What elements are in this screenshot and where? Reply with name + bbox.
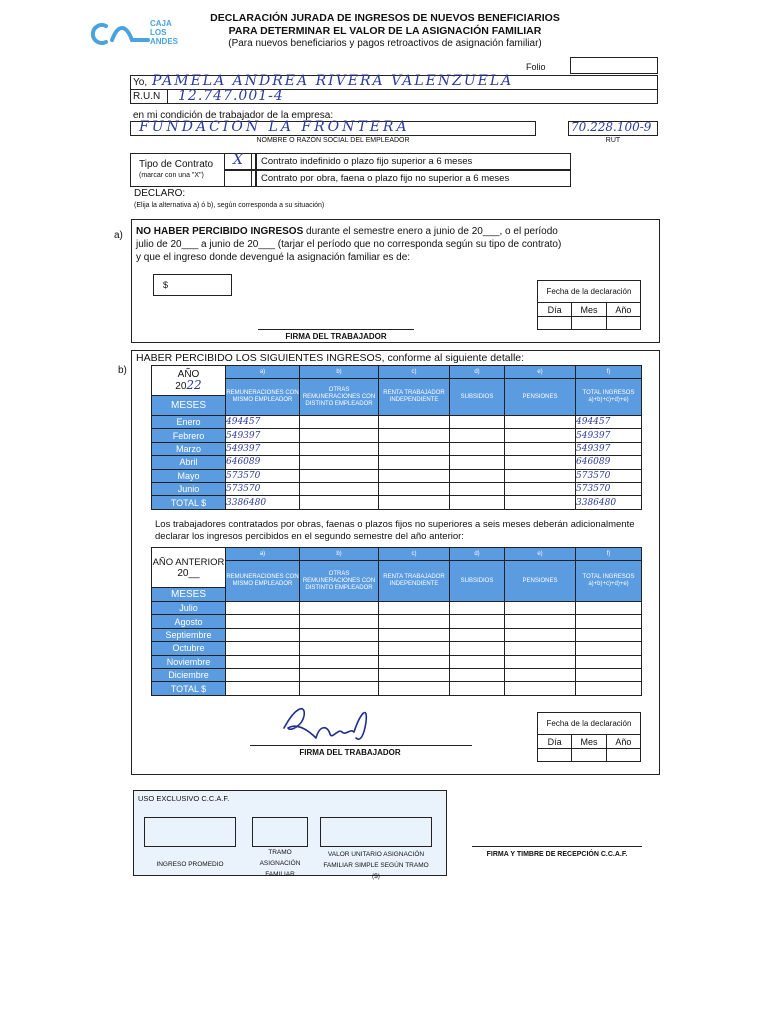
table-row <box>152 496 642 509</box>
income-cell-d[interactable] <box>450 615 505 628</box>
title-line-1: DECLARACIÓN JURADA DE INGRESOS DE NUEVOS BENEFICIARIOS <box>210 12 560 24</box>
income-cell-b[interactable] <box>300 456 379 469</box>
month-label: Octubre <box>152 642 226 655</box>
month-label: Enero <box>152 416 226 429</box>
income-cell-d[interactable] <box>450 429 505 442</box>
income-cell-e[interactable] <box>505 602 576 615</box>
rut-value: 70.228.100-9 <box>571 120 652 134</box>
income-cell-c[interactable] <box>379 628 450 641</box>
income-cell-f[interactable]: 549397 <box>576 429 642 442</box>
income-cell-e[interactable] <box>505 655 576 668</box>
income-cell-c[interactable] <box>379 442 450 455</box>
col2-letter-e: e) <box>505 548 576 561</box>
income-cell-a[interactable]: 573570 <box>226 469 300 482</box>
ano-value[interactable]: 22 <box>186 378 202 392</box>
income-cell-d[interactable] <box>450 496 505 509</box>
col2-letter-d: d) <box>450 548 505 561</box>
table-row <box>152 456 642 469</box>
income-cell-a[interactable] <box>226 602 300 615</box>
col-letter-e: e) <box>505 366 576 379</box>
income-cell-f[interactable] <box>576 655 642 668</box>
income-cell-f[interactable]: 573570 <box>576 482 642 495</box>
caja-los-andes-logo-icon <box>88 20 150 46</box>
firma-line-a <box>258 329 414 330</box>
income-cell-f[interactable] <box>576 668 642 681</box>
income-cell-e[interactable] <box>505 482 576 495</box>
income-cell-e[interactable] <box>505 642 576 655</box>
income-cell-e[interactable] <box>505 496 576 509</box>
col-letter-f: f) <box>576 366 642 379</box>
income-cell-b[interactable] <box>300 615 379 628</box>
dia-field-a[interactable] <box>538 317 572 330</box>
col-header-e: PENSIONES <box>505 379 576 416</box>
income-cell-c[interactable] <box>379 469 450 482</box>
month-label: Febrero <box>152 429 226 442</box>
ano-field-b[interactable] <box>606 749 640 762</box>
month-label: Julio <box>152 602 226 615</box>
col-header-b: OTRAS REMUNERACIONES CON DISTINTO EMPLEADOR <box>300 379 379 416</box>
tramo-label: TRAMO ASIGNACIÓN FAMILIAR <box>259 849 301 878</box>
col-header-c: RENTA TRABAJADOR INDEPENDIENTE <box>379 379 450 416</box>
income-cell-f[interactable] <box>576 642 642 655</box>
folio-label: Folio <box>526 62 546 72</box>
income-cell-d[interactable] <box>450 642 505 655</box>
section-a-text: NO HABER PERCIBIDO INGRESOS durante el semestre enero a junio de 20___, o el período julio de 20___ a junio de 20___ (tarjar el período que no corresponda según su tipo de contrato) y que el ingreso donde devengué la asignación familiar es de: <box>136 226 562 263</box>
contrato-label: Tipo de Contrato <box>139 159 214 170</box>
logo-line-2: LOS <box>150 28 167 37</box>
section-b-heading: HABER PERCIBIDO LOS SIGUIENTES INGRESOS, conforme al siguiente detalle: <box>136 352 525 364</box>
col-letter-d: d) <box>450 366 505 379</box>
income-cell-f[interactable] <box>576 615 642 628</box>
income-cell-a[interactable] <box>226 628 300 641</box>
ano-header: AÑO 2022 <box>152 366 226 396</box>
income-cell-d[interactable] <box>450 668 505 681</box>
table-row <box>152 429 642 442</box>
col-letter-c: c) <box>379 366 450 379</box>
income-cell-a[interactable] <box>226 615 300 628</box>
income-cell-e[interactable] <box>505 682 576 695</box>
income-cell-c[interactable] <box>379 602 450 615</box>
income-cell-e[interactable] <box>505 668 576 681</box>
col2-letter-a: a) <box>226 548 300 561</box>
income-cell-d[interactable] <box>450 682 505 695</box>
col2-header-b: OTRAS REMUNERACIONES CON DISTINTO EMPLEADOR <box>300 561 379 602</box>
dia-label-a: Día <box>538 303 572 317</box>
col-letter-a: a) <box>226 366 300 379</box>
income-cell-c[interactable] <box>379 655 450 668</box>
ingreso-promedio-field[interactable] <box>144 817 236 847</box>
month-label: Mayo <box>152 469 226 482</box>
col2-letter-f: f) <box>576 548 642 561</box>
month-label: Noviembre <box>152 655 226 668</box>
title-line-2: PARA DETERMINAR EL VALOR DE LA ASIGNACIÓN FAMILIAR <box>228 25 542 37</box>
income-cell-d[interactable] <box>450 482 505 495</box>
col-header-f: TOTAL INGRESOS a)+b)+c)+d)+e) <box>576 379 642 416</box>
contrato-option-2: Contrato por obra, faena o plazo fijo no superior a 6 meses <box>256 170 571 187</box>
income-cell-e[interactable] <box>505 615 576 628</box>
subtitle: (Para nuevos beneficiarios y pagos retroactivos de asignación familiar) <box>228 38 542 49</box>
fecha-table-a <box>537 280 641 330</box>
mes-label-a: Mes <box>572 303 606 317</box>
col2-header-e: PENSIONES <box>505 561 576 602</box>
valor-unitario-field[interactable] <box>320 817 432 847</box>
firma-timbre-label: FIRMA Y TIMBRE DE RECEPCIÓN C.C.A.F. <box>486 851 628 858</box>
income-cell-a[interactable] <box>226 682 300 695</box>
income-cell-e[interactable] <box>505 456 576 469</box>
income-cell-e[interactable] <box>505 442 576 455</box>
table-row <box>152 602 642 615</box>
income-cell-b[interactable] <box>300 602 379 615</box>
worker-name-field[interactable]: PAMELA ANDREA RIVERA VALENZUELA <box>152 73 514 89</box>
mes-field-a[interactable] <box>572 317 606 330</box>
income-cell-b[interactable] <box>300 442 379 455</box>
col2-header-f: TOTAL INGRESOS a)+b)+c)+d)+e) <box>576 561 642 602</box>
income-cell-d[interactable] <box>450 602 505 615</box>
income-cell-b[interactable] <box>300 469 379 482</box>
rut-label: RUT <box>605 137 621 144</box>
income-cell-a[interactable] <box>226 668 300 681</box>
table-row <box>152 416 642 429</box>
income-cell-e[interactable] <box>505 416 576 429</box>
income-cell-e[interactable] <box>505 628 576 641</box>
income-cell-c[interactable] <box>379 482 450 495</box>
income-cell-a[interactable] <box>226 642 300 655</box>
table-row <box>152 615 642 628</box>
dia-field-b[interactable] <box>538 749 572 762</box>
income-cell-a[interactable]: 646089 <box>226 456 300 469</box>
month-label: Diciembre <box>152 668 226 681</box>
month-label: TOTAL $ <box>152 682 226 695</box>
ccaf-box <box>133 790 447 880</box>
table-row <box>152 668 642 681</box>
logo-line-3: ANDES <box>150 37 179 46</box>
section-b-note: Los trabajadores contratados por obras, faenas o plazos fijos no superiores a seis meses deberán adicionalmente declarar los ingresos percibidos en el segundo semestre del año anterior: <box>155 519 635 542</box>
income-cell-b[interactable] <box>300 655 379 668</box>
logo-line-1: CAJA <box>150 19 172 28</box>
income-cell-a[interactable] <box>226 655 300 668</box>
income-cell-a[interactable]: 549397 <box>226 442 300 455</box>
ano-anterior-header: AÑO ANTERIOR 20__ <box>152 548 226 588</box>
income-table-current <box>151 365 642 510</box>
mes-field-b[interactable] <box>572 749 606 762</box>
section-a-letter: a) <box>114 230 123 241</box>
month-label: Marzo <box>152 442 226 455</box>
income-cell-f[interactable]: 646089 <box>576 456 642 469</box>
income-cell-c[interactable] <box>379 642 450 655</box>
ano-field-a[interactable] <box>606 317 640 330</box>
income-table-previous <box>151 547 642 696</box>
ano-label-a: Año <box>606 303 640 317</box>
contrato-mark: X <box>233 152 243 168</box>
income-cell-a[interactable]: 573570 <box>226 482 300 495</box>
table-row <box>152 642 642 655</box>
income-cell-d[interactable] <box>450 655 505 668</box>
income-cell-c[interactable] <box>379 456 450 469</box>
income-cell-b[interactable] <box>300 642 379 655</box>
income-cell-c[interactable] <box>379 615 450 628</box>
income-cell-f[interactable]: 573570 <box>576 469 642 482</box>
empresa-caption: NOMBRE O RAZÓN SOCIAL DEL EMPLEADOR <box>256 137 410 144</box>
income-cell-a[interactable]: 494457 <box>226 416 300 429</box>
income-cell-c[interactable] <box>379 496 450 509</box>
income-cell-d[interactable] <box>450 456 505 469</box>
ccaf-title: USO EXCLUSIVO C.C.A.F. <box>138 794 230 803</box>
empresa-value: FUNDACION LA FRONTERA <box>139 119 410 135</box>
income-cell-f[interactable] <box>576 628 642 641</box>
table-row <box>152 442 642 455</box>
col-header-a: REMUNERACIONES CON MISMO EMPLEADOR <box>226 379 300 416</box>
contrato-hint: (marcar con una "X") <box>139 172 204 179</box>
income-cell-f[interactable]: 3386480 <box>576 496 642 509</box>
ingreso-promedio-label: INGRESO PROMEDIO <box>156 861 224 868</box>
income-cell-d[interactable] <box>450 628 505 641</box>
table-row <box>152 482 642 495</box>
month-label: Abril <box>152 456 226 469</box>
col2-header-d: SUBSIDIOS <box>450 561 505 602</box>
firma-label-a: FIRMA DEL TRABAJADOR <box>285 332 387 341</box>
rut-field[interactable] <box>568 121 658 136</box>
run-label: R.U.N <box>133 91 161 102</box>
income-cell-b[interactable] <box>300 682 379 695</box>
income-cell-f[interactable] <box>576 602 642 615</box>
condicion-text: en mi condición de trabajador de la empresa: <box>133 110 334 121</box>
run-field[interactable]: 12.747.001-4 <box>178 88 284 104</box>
month-label: Agosto <box>152 615 226 628</box>
income-cell-d[interactable] <box>450 416 505 429</box>
income-cell-e[interactable] <box>505 429 576 442</box>
fecha-label-a: Fecha de la declaración <box>538 281 641 303</box>
declaro-label: DECLARO: <box>134 188 186 199</box>
table-row <box>152 682 642 695</box>
income-cell-d[interactable] <box>450 442 505 455</box>
table-row <box>152 469 642 482</box>
col2-letter-b: b) <box>300 548 379 561</box>
month-label: Junio <box>152 482 226 495</box>
firma-timbre-line <box>472 846 642 847</box>
ano-label-b: Año <box>606 735 640 749</box>
yo-label: Yo, <box>133 77 148 88</box>
income-cell-b[interactable] <box>300 668 379 681</box>
income-cell-f[interactable] <box>576 682 642 695</box>
table-row <box>152 628 642 641</box>
firma-line-b <box>250 745 472 746</box>
income-cell-f[interactable]: 494457 <box>576 416 642 429</box>
fecha-label-b: Fecha de la declaración <box>538 713 641 735</box>
table-row <box>152 655 642 668</box>
firma-label-b: FIRMA DEL TRABAJADOR <box>299 748 401 757</box>
col2-letter-c: c) <box>379 548 450 561</box>
income-cell-a[interactable]: 3386480 <box>226 496 300 509</box>
income-cell-a[interactable]: 549397 <box>226 429 300 442</box>
income-cell-b[interactable] <box>300 429 379 442</box>
empresa-field[interactable] <box>130 121 536 136</box>
col-header-d: SUBSIDIOS <box>450 379 505 416</box>
fecha-table-b <box>537 712 641 762</box>
income-cell-f[interactable]: 549397 <box>576 442 642 455</box>
contrato-option-2-checkbox[interactable] <box>224 170 256 187</box>
section-b-letter: b) <box>118 365 127 376</box>
income-cell-c[interactable] <box>379 668 450 681</box>
income-cell-c[interactable] <box>379 429 450 442</box>
income-cell-b[interactable] <box>300 416 379 429</box>
income-cell-d[interactable] <box>450 469 505 482</box>
dia-label-b: Día <box>538 735 572 749</box>
col2-header-c: RENTA TRABAJADOR INDEPENDIENTE <box>379 561 450 602</box>
meses-header: MESES <box>152 396 226 416</box>
contrato-option-1: Contrato indefinido o plazo fijo superior a 6 meses <box>256 153 571 170</box>
meses-header-2: MESES <box>152 588 226 602</box>
month-label: Septiembre <box>152 628 226 641</box>
income-cell-b[interactable] <box>300 496 379 509</box>
contrato-option-1-checkbox[interactable] <box>224 153 256 170</box>
income-cell-e[interactable] <box>505 469 576 482</box>
mes-label-b: Mes <box>572 735 606 749</box>
valor-unitario-label: VALOR UNITARIO ASIGNACIÓN FAMILIAR SIMPLE SEGÚN TRAMO ($) <box>323 851 429 880</box>
folio-field[interactable] <box>570 57 658 74</box>
income-cell-c[interactable] <box>379 682 450 695</box>
signature-icon <box>276 698 386 748</box>
declaro-hint: (Elija la alternativa a) ó b), según corresponda a su situación) <box>134 202 325 209</box>
ingreso-amount-field[interactable]: $ <box>153 274 232 296</box>
col2-header-a: REMUNERACIONES CON MISMO EMPLEADOR <box>226 561 300 602</box>
income-cell-c[interactable] <box>379 416 450 429</box>
tramo-field[interactable] <box>252 817 308 847</box>
income-cell-b[interactable] <box>300 628 379 641</box>
col-letter-b: b) <box>300 366 379 379</box>
month-label: TOTAL $ <box>152 496 226 509</box>
income-cell-b[interactable] <box>300 482 379 495</box>
